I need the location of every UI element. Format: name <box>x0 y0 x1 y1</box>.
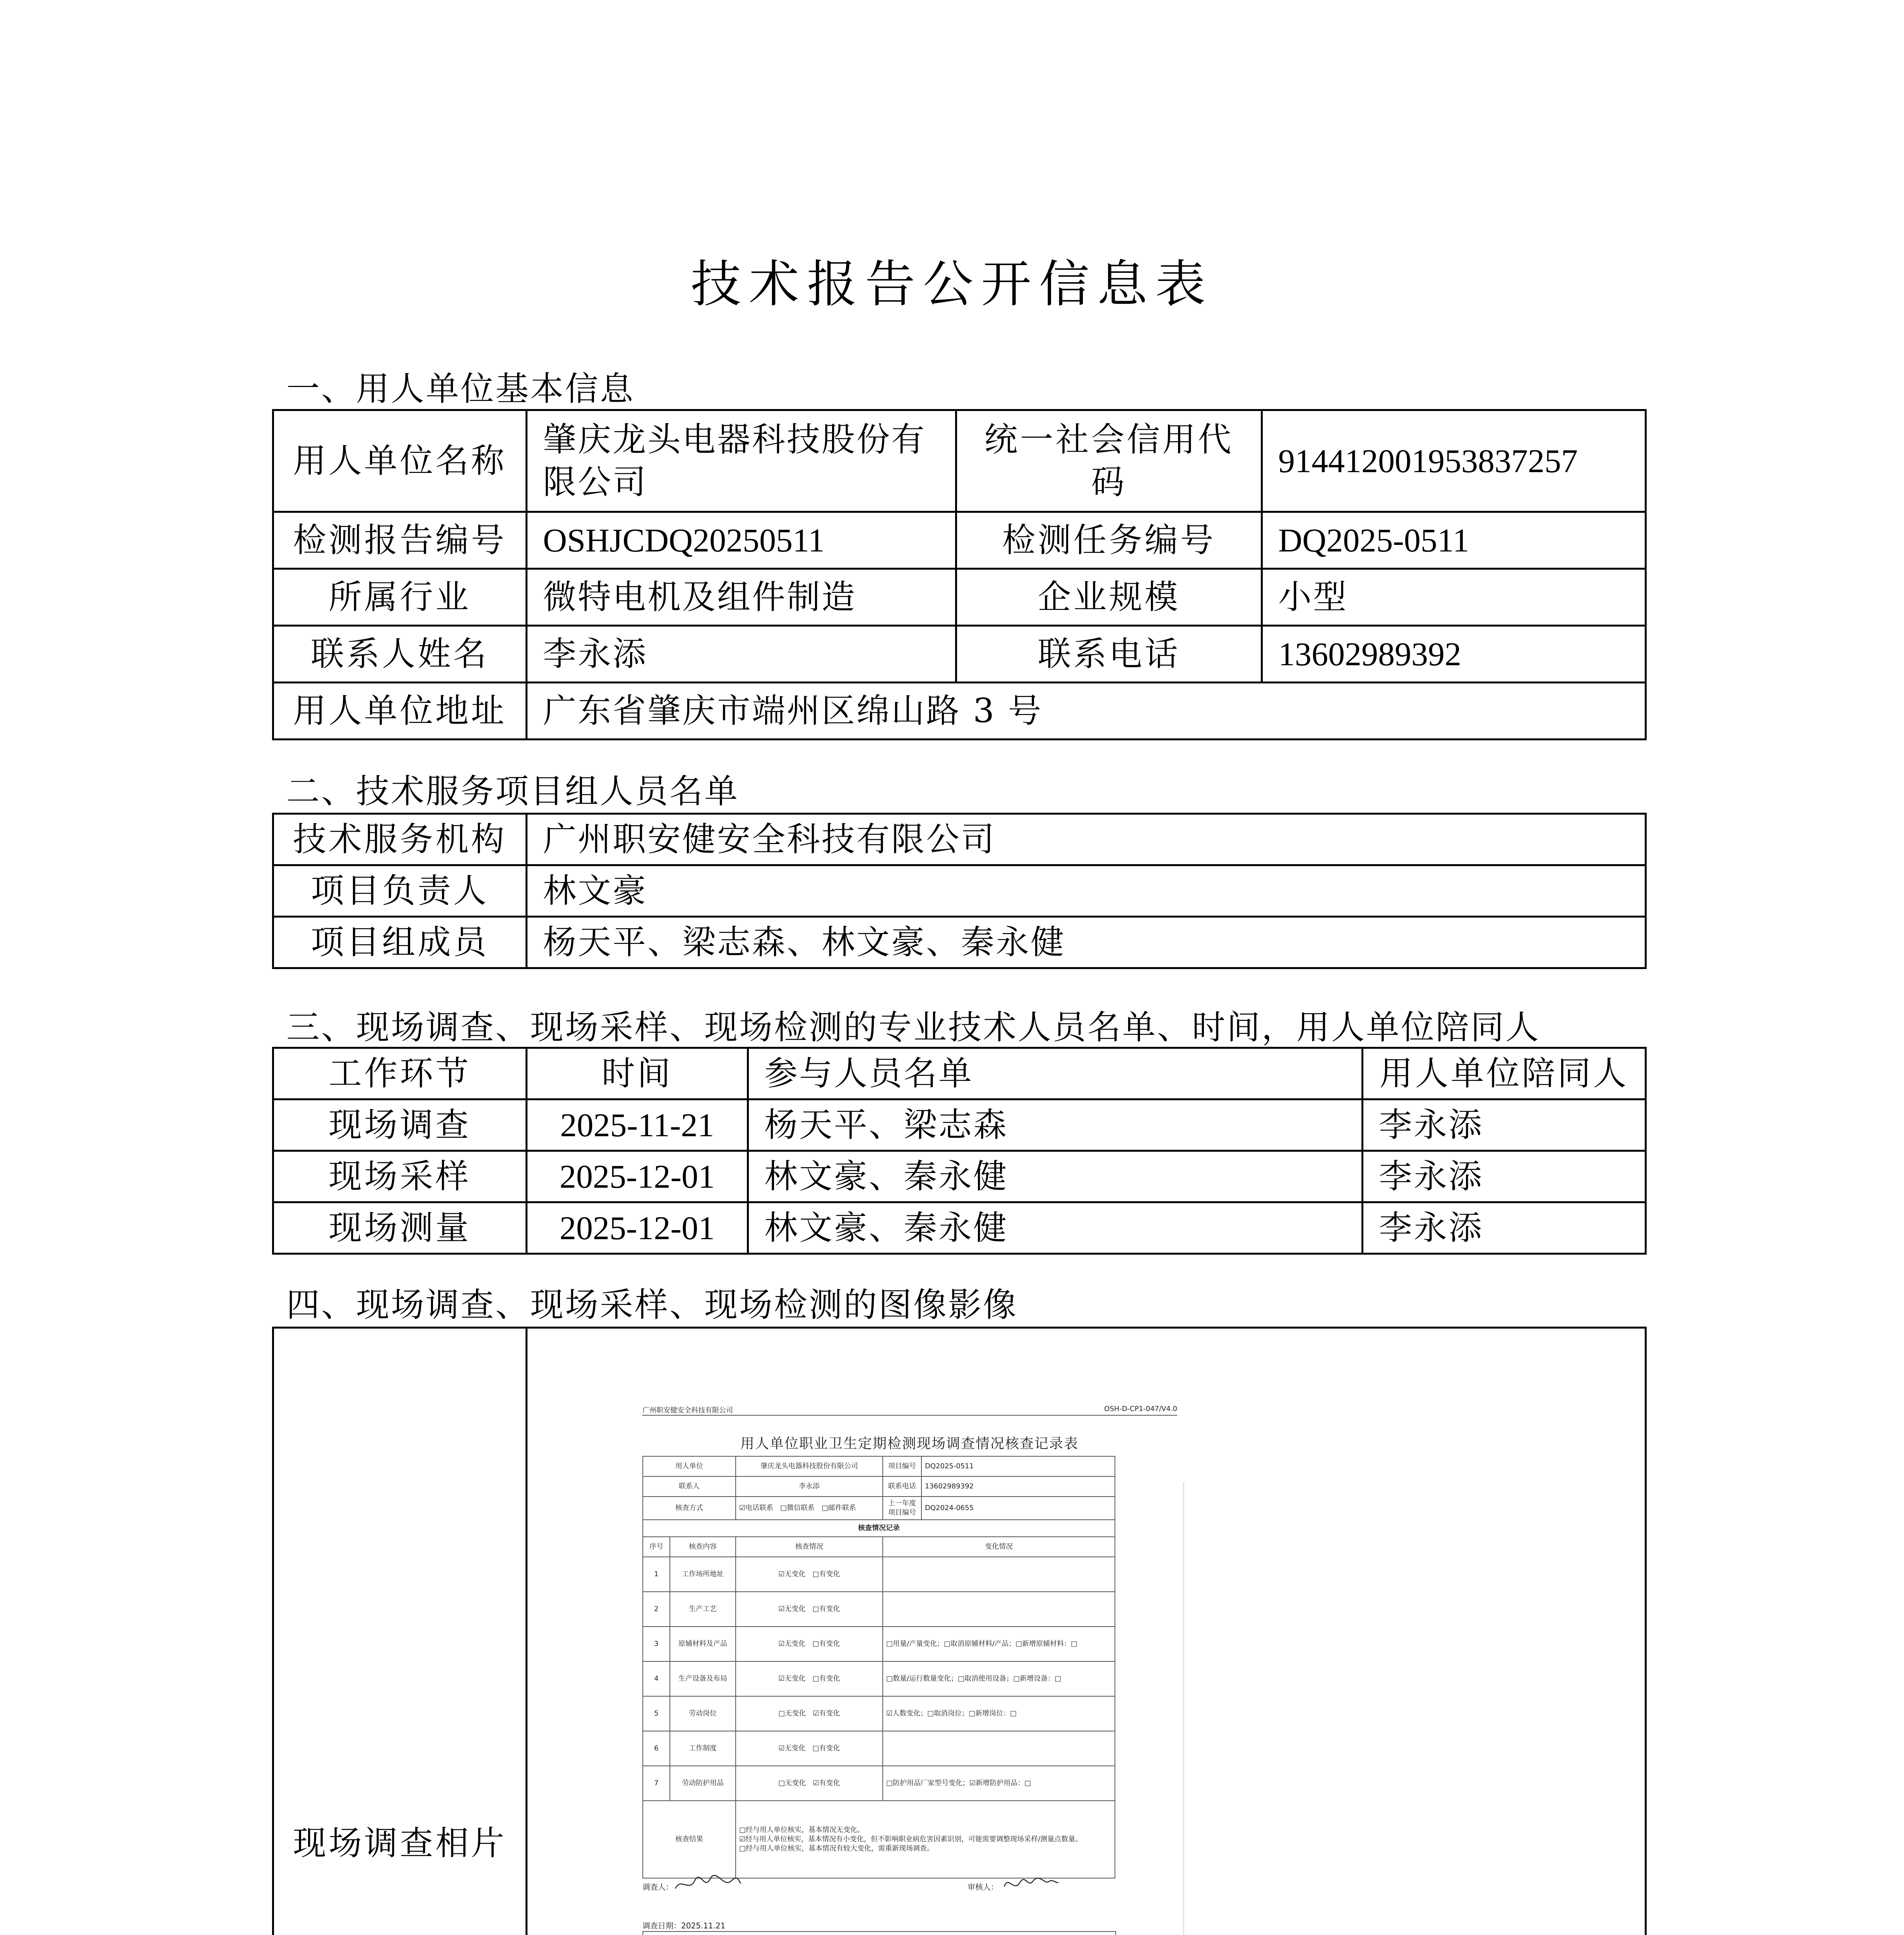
table-row <box>643 1520 1115 1537</box>
photo-item-content: 劳动防护用品 <box>670 1766 736 1801</box>
cell-participants: 林文豪、秦永健 <box>748 1202 1363 1254</box>
cell-companion: 李永添 <box>1363 1099 1646 1151</box>
table-row <box>273 512 1646 569</box>
cell-companion: 李永添 <box>1363 1151 1646 1202</box>
photo-header-rule <box>642 1415 1177 1416</box>
photo-notes <box>642 1931 1116 1935</box>
photo-item-no: 4 <box>643 1661 670 1696</box>
photo-contact-label: 联系人 <box>643 1476 736 1497</box>
cell-time: 2025-11-21 <box>527 1099 748 1151</box>
survey-record-photo <box>635 1366 1184 1935</box>
table-row <box>273 917 1646 968</box>
label-unit-name: 用人单位名称 <box>273 410 527 512</box>
team-table <box>272 813 1647 969</box>
value-scale: 小型 <box>1262 569 1646 626</box>
photo-header-status: 核查情况 <box>736 1537 883 1557</box>
photo-last-year-value: DQ2024-0655 <box>921 1497 1115 1520</box>
table-row <box>643 1476 1115 1497</box>
photo-phone-label: 联系电话 <box>883 1476 921 1497</box>
section-heading-team: 二、技术服务项目组人员名单 <box>286 772 739 811</box>
photo-item-no: 3 <box>643 1627 670 1661</box>
table-row <box>643 1557 1115 1592</box>
label-industry: 所属行业 <box>273 569 527 626</box>
photo-phone-value: 13602989392 <box>921 1476 1115 1497</box>
header-stage: 工作环节 <box>273 1048 527 1099</box>
photo-item-change: □防护用品厂家型号变化；☑新增防护用品：□ <box>883 1766 1115 1801</box>
label-team-members: 项目组成员 <box>273 917 527 968</box>
table-row <box>643 1456 1115 1476</box>
table-row <box>273 865 1646 917</box>
photo-unit-value: 肇庆龙头电器科技股份有限公司 <box>736 1456 883 1476</box>
photo-header-no: 序号 <box>643 1537 670 1557</box>
table-header-row <box>273 1048 1646 1099</box>
photo-form-title: 用人单位职业卫生定期检测现场调查情况核查记录表 <box>740 1436 1079 1452</box>
value-unit-name: 肇庆龙头电器科技股份有限公司 <box>527 410 956 512</box>
photo-item-status: □无变化 ☑有变化 <box>736 1696 883 1731</box>
value-project-lead: 林文豪 <box>527 865 1646 917</box>
value-credit-code: 914412001953837257 <box>1262 410 1646 512</box>
table-row <box>273 683 1646 740</box>
photo-item-no: 1 <box>643 1557 670 1592</box>
label-service-org: 技术服务机构 <box>273 814 527 865</box>
photo-item-change: □数量/运行数量变化；□取消使用设备；□新增设备：□ <box>883 1661 1115 1696</box>
section-heading-personnel: 三、现场调查、现场采样、现场检测的专业技术人员名单、时间，用人单位陪同人 <box>286 1008 1540 1047</box>
table-row <box>643 1497 1115 1520</box>
photo-item-change <box>883 1592 1115 1627</box>
value-address: 广东省肇庆市端州区绵山路 3 号 <box>527 683 1646 740</box>
photo-item-status: ☑无变化 □有变化 <box>736 1661 883 1696</box>
photo-unit-label: 用人单位 <box>643 1456 736 1476</box>
photo-item-change <box>883 1557 1115 1592</box>
cell-stage: 现场采样 <box>273 1151 527 1202</box>
label-project-lead: 项目负责人 <box>273 865 527 917</box>
table-row <box>643 1627 1115 1661</box>
label-survey-photo: 现场调查相片 <box>273 1328 527 1935</box>
value-contact-phone: 13602989392 <box>1262 626 1646 683</box>
basic-info-table <box>272 409 1647 740</box>
header-time: 时间 <box>527 1048 748 1099</box>
table-row <box>273 626 1646 683</box>
photo-form-table <box>642 1456 1115 1878</box>
label-report-no: 检测报告编号 <box>273 512 527 569</box>
photo-survey-date: 调查日期：2025.11.21 <box>642 1921 726 1930</box>
photo-item-content: 劳动岗位 <box>670 1696 736 1731</box>
header-companion: 用人单位陪同人 <box>1363 1048 1646 1099</box>
label-task-no: 检测任务编号 <box>956 512 1262 569</box>
cell-stage: 现场测量 <box>273 1202 527 1254</box>
value-service-org: 广州职安健安全科技有限公司 <box>527 814 1646 865</box>
photo-record-heading: 核查情况记录 <box>643 1520 1115 1537</box>
table-row <box>273 410 1646 512</box>
table-row <box>643 1592 1115 1627</box>
table-header-row <box>643 1537 1115 1557</box>
label-contact-name: 联系人姓名 <box>273 626 527 683</box>
cell-stage: 现场调查 <box>273 1099 527 1151</box>
value-team-members: 杨天平、梁志森、林文豪、秦永健 <box>527 917 1646 968</box>
photo-item-status: ☑无变化 □有变化 <box>736 1731 883 1766</box>
photo-item-content: 生产工艺 <box>670 1592 736 1627</box>
cell-participants: 林文豪、秦永健 <box>748 1151 1363 1202</box>
investigator-signature <box>673 1873 743 1896</box>
table-row <box>273 1151 1646 1202</box>
table-row <box>643 1801 1115 1878</box>
photo-project-no-value: DQ2025-0511 <box>921 1456 1115 1476</box>
photo-result-line: ☑经与用人单位核实，基本情况有小变化，但不影响职业病危害因素识别，可能需要调整现场采样/测量点数量。 <box>739 1835 1082 1843</box>
table-row <box>273 814 1646 865</box>
photo-result-line: □经与用人单位核实，基本情况有较大变化，需重新现场调查。 <box>739 1844 934 1853</box>
header-participants: 参与人员名单 <box>748 1048 1363 1099</box>
photo-result-line: □经与用人单位核实，基本情况无变化。 <box>739 1826 865 1834</box>
photo-item-content: 工作场所地址 <box>670 1557 736 1592</box>
photo-item-content: 原辅材料及产品 <box>670 1627 736 1661</box>
value-contact-name: 李永添 <box>527 626 956 683</box>
reviewer-signature <box>1002 1873 1060 1896</box>
photo-item-no: 2 <box>643 1592 670 1627</box>
photo-company-header: 广州职安健安全科技有限公司 <box>642 1406 733 1414</box>
photo-item-no: 5 <box>643 1696 670 1731</box>
photo-item-content: 生产设备及布局 <box>670 1661 736 1696</box>
cell-time: 2025-12-01 <box>527 1202 748 1254</box>
photo-item-status: ☑无变化 □有变化 <box>736 1592 883 1627</box>
photo-item-status: ☑无变化 □有变化 <box>736 1627 883 1661</box>
photo-contact-value: 李永添 <box>736 1476 883 1497</box>
photo-result-cell <box>736 1801 1115 1878</box>
cell-companion: 李永添 <box>1363 1202 1646 1254</box>
photo-item-change: □用量/产量变化；□取消原辅材料/产品；□新增原辅材料：□ <box>883 1627 1115 1661</box>
photo-item-change <box>883 1731 1115 1766</box>
section-heading-basic-info: 一、用人单位基本信息 <box>286 370 635 408</box>
table-row <box>643 1661 1115 1696</box>
label-contact-phone: 联系电话 <box>956 626 1262 683</box>
value-industry: 微特电机及组件制造 <box>527 569 956 626</box>
photo-reviewer-label: 审核人： <box>967 1882 998 1892</box>
cell-participants: 杨天平、梁志森 <box>748 1099 1363 1151</box>
label-credit-code: 统一社会信用代码 <box>956 410 1262 512</box>
table-row <box>643 1766 1115 1801</box>
photo-last-year-label: 上一年度项目编号 <box>883 1497 921 1520</box>
photo-method-label: 核查方式 <box>643 1497 736 1520</box>
section-heading-images: 四、现场调查、现场采样、现场检测的图像影像 <box>286 1286 1018 1324</box>
photo-header-change: 变化情况 <box>883 1537 1115 1557</box>
table-row <box>273 1099 1646 1151</box>
value-report-no: OSHJCDQ20250511 <box>527 512 956 569</box>
photo-form-code: OSH-D-CP1-047/V4.0 <box>1104 1405 1177 1413</box>
label-address: 用人单位地址 <box>273 683 527 740</box>
photo-item-content: 工作制度 <box>670 1731 736 1766</box>
photo-item-no: 7 <box>643 1766 670 1801</box>
photo-investigator-label: 调查人： <box>642 1882 673 1892</box>
photo-item-status: ☑无变化 □有变化 <box>736 1557 883 1592</box>
table-row <box>643 1696 1115 1731</box>
photo-item-status: □无变化 ☑有变化 <box>736 1766 883 1801</box>
table-row <box>643 1731 1115 1766</box>
cell-time: 2025-12-01 <box>527 1151 748 1202</box>
table-row <box>273 1202 1646 1254</box>
personnel-table <box>272 1047 1647 1255</box>
photo-item-no: 6 <box>643 1731 670 1766</box>
photo-method-value: ☑电话联系 □微信联系 □邮件联系 <box>736 1497 883 1520</box>
photo-header-content: 核查内容 <box>670 1537 736 1557</box>
table-row <box>273 569 1646 626</box>
photo-project-no-label: 项目编号 <box>883 1456 921 1476</box>
page-title: 技术报告公开信息表 <box>690 255 1213 313</box>
label-scale: 企业规模 <box>956 569 1262 626</box>
photo-item-change: ☑人数变化；□取消岗位；□新增岗位：□ <box>883 1696 1115 1731</box>
photo-edge <box>1183 1482 1184 1935</box>
value-task-no: DQ2025-0511 <box>1262 512 1646 569</box>
photo-result-label: 核查结果 <box>643 1801 736 1878</box>
